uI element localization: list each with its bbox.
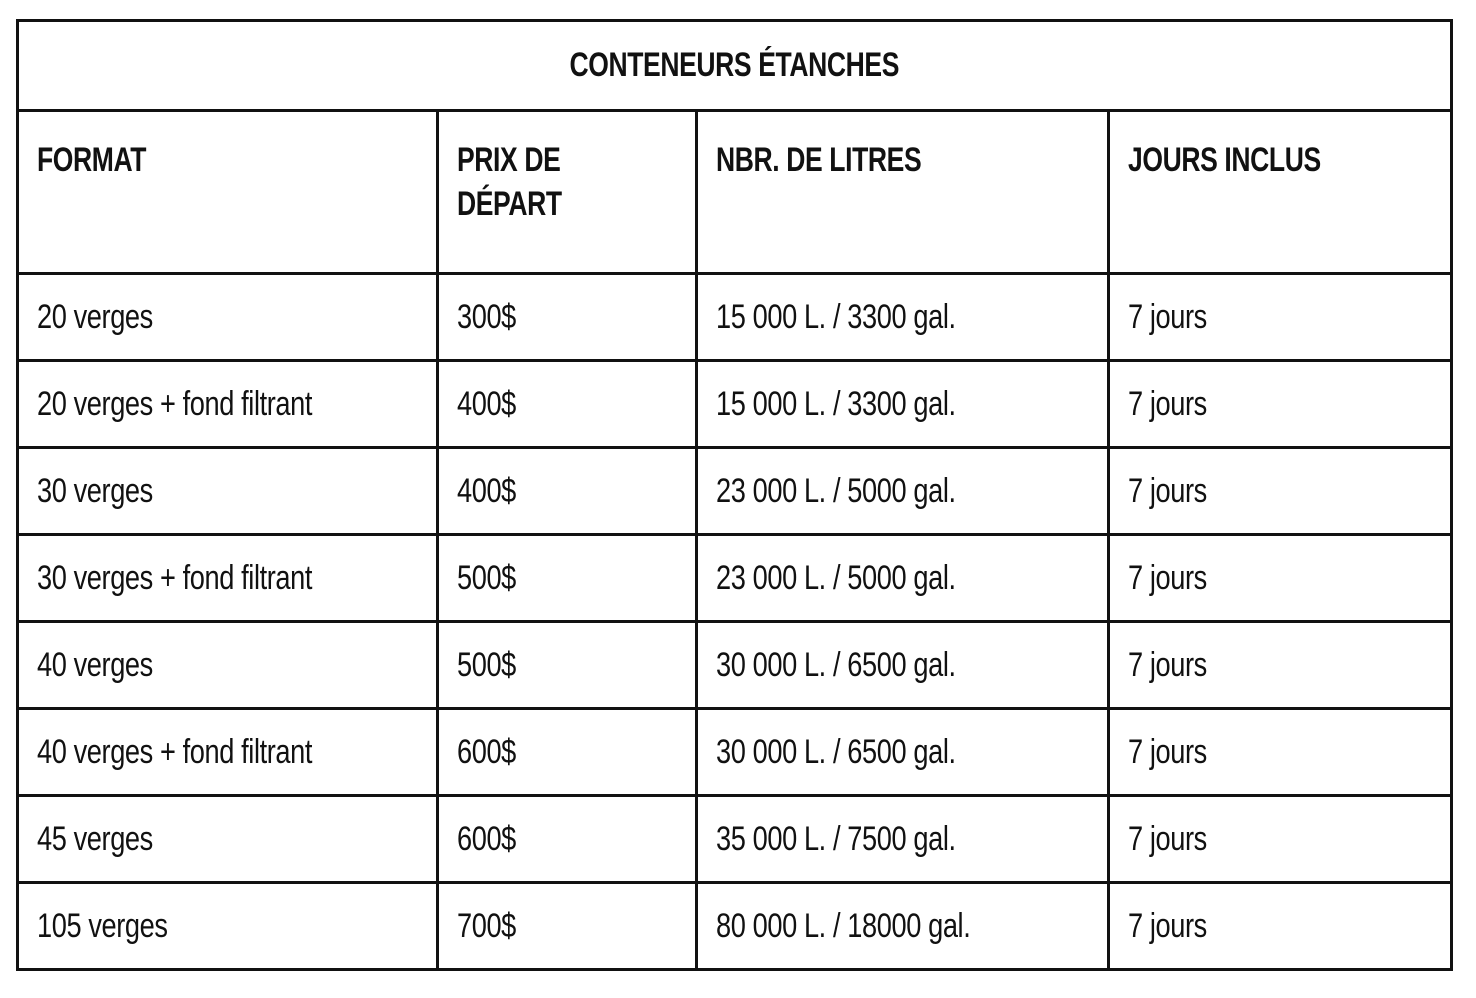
cell-price: 600$	[438, 709, 697, 796]
table-row	[18, 535, 1452, 622]
table-row	[18, 883, 1452, 970]
cell-price: 400$	[438, 361, 697, 448]
table-header-row	[18, 111, 1452, 274]
cell-format: 40 verges + fond filtrant	[18, 709, 438, 796]
cell-price: 500$	[438, 622, 697, 709]
cell-price: 500$	[438, 535, 697, 622]
cell-format: 105 verges	[18, 883, 438, 970]
table-title: CONTENEURS ÉTANCHES	[569, 46, 900, 84]
cell-days: 7 jours	[1109, 796, 1452, 883]
header-liters: NBR. DE LITRES	[697, 111, 1109, 274]
cell-liters: 80 000 L. / 18000 gal.	[697, 883, 1109, 970]
table-row	[18, 796, 1452, 883]
pricing-table	[16, 19, 1453, 971]
table-title-row	[18, 21, 1452, 111]
cell-format: 30 verges + fond filtrant	[18, 535, 438, 622]
table-row	[18, 709, 1452, 796]
table-row	[18, 361, 1452, 448]
cell-days: 7 jours	[1109, 709, 1452, 796]
table-row	[18, 448, 1452, 535]
cell-liters: 30 000 L. / 6500 gal.	[697, 709, 1109, 796]
table-title-cell	[18, 21, 1452, 111]
cell-liters: 15 000 L. / 3300 gal.	[697, 361, 1109, 448]
cell-format: 45 verges	[18, 796, 438, 883]
cell-days: 7 jours	[1109, 883, 1452, 970]
table-row	[18, 274, 1452, 361]
cell-price: 600$	[438, 796, 697, 883]
table-row	[18, 622, 1452, 709]
cell-days: 7 jours	[1109, 448, 1452, 535]
header-format: FORMAT	[18, 111, 438, 274]
pricing-table-container	[16, 19, 1450, 971]
cell-liters: 35 000 L. / 7500 gal.	[697, 796, 1109, 883]
cell-price: 400$	[438, 448, 697, 535]
cell-liters: 15 000 L. / 3300 gal.	[697, 274, 1109, 361]
cell-format: 30 verges	[18, 448, 438, 535]
cell-days: 7 jours	[1109, 361, 1452, 448]
cell-liters: 23 000 L. / 5000 gal.	[697, 448, 1109, 535]
cell-liters: 23 000 L. / 5000 gal.	[697, 535, 1109, 622]
cell-format: 20 verges	[18, 274, 438, 361]
header-starting-price: PRIX DE DÉPART	[438, 111, 697, 274]
cell-days: 7 jours	[1109, 274, 1452, 361]
cell-price: 300$	[438, 274, 697, 361]
cell-format: 40 verges	[18, 622, 438, 709]
cell-days: 7 jours	[1109, 535, 1452, 622]
cell-format: 20 verges + fond filtrant	[18, 361, 438, 448]
cell-liters: 30 000 L. / 6500 gal.	[697, 622, 1109, 709]
header-days-included: JOURS INCLUS	[1109, 111, 1452, 274]
cell-price: 700$	[438, 883, 697, 970]
cell-days: 7 jours	[1109, 622, 1452, 709]
